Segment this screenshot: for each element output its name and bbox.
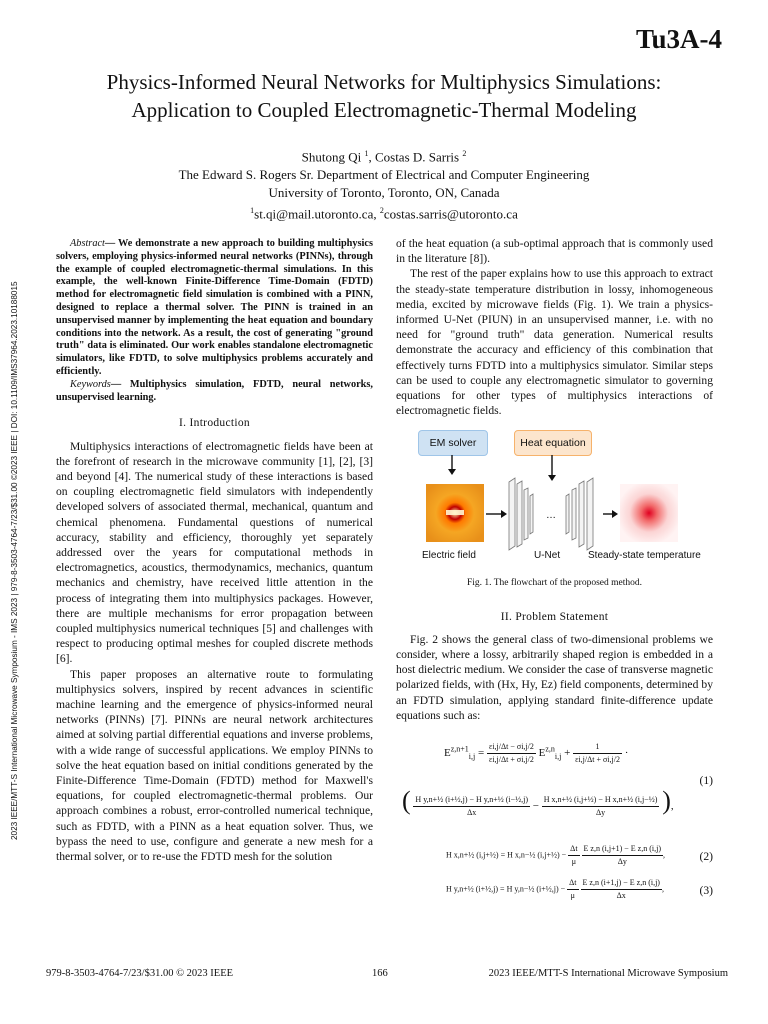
affiliation-1: The Edward S. Rogers Sr. Department of Electrical and Computer Engineering — [178, 167, 590, 183]
equation-1-number: (1) — [699, 774, 713, 788]
footer-isbn: 979-8-3503-4764-7/23/$31.00 © 2023 IEEE — [46, 968, 234, 979]
unet-dots: … — [546, 510, 556, 522]
emails: $^1$st.qi@mail.utoronto.ca, $^2$costas.sarris@utoronto.ca — [250, 206, 518, 222]
temperature-image — [620, 484, 678, 542]
unet-label: U-Net — [534, 550, 561, 562]
equation-1: $E^{z,n+1}_{i,j}$ = $\frac{\varepsilon i,j/\Delta t - \sigma i,j/2}{\varepsilon i,j/\Delta t + \sigma i,j/2}$ E$^{z,n}_{i,j}$ + $\frac{1}{\varepsilon i,j/\Delta t + \sigma i,j/2}$ · (1) ( $\frac{\text{H y,n+½ (i+½,j) − H y,n+½ (i−½,j)}}{\Delta x}$ − $\frac{\text{H x,n+½ (i,j+½) − H x,n+½ (i,j−½)}}{\Delta y}$ ), — [402, 742, 713, 818]
abstract: Abstract— We demonstrate a new approach to building multiphysics solvers, employing physics-informed neural networks (PINNs), through the example of coupled electromagnetic-thermal simulations. In this example, the well-known Finite-Difference Time-Domain (FDTD) method for electromagnetic field simulation is combined with a PINN, designed to replace a thermal solver. The PINN is trained in an unsupervised manner by implementing the heat equation and boundary conditions into the network. As a result, the cost of generating "ground truth" data is eliminated. Our work enables standalone electromagnetic simulators, like FDTD, to solve multiphysics problems accurately and efficiently. Keywords— Multiphysics simulation, FDTD, neural networks, unsupervised learning. — [56, 238, 373, 403]
section-1-title: I. Introduction — [179, 417, 250, 430]
problem-paragraph-1: Fig. 2 shows the general class of two-dimensional problems we consider, where a lossy, arbitrarily shaped region is embedded in a host dielectric medium. We consider the case of transverse magnetic polarized fields, with (Hx, Hy, Ez) field components, determined by an FDTD simulation, applying standard finite-difference update equations such as: — [396, 632, 713, 722]
section-2-title: II. Problem Statement — [500, 610, 609, 623]
right-column — [396, 236, 713, 909]
paper-title — [0, 68, 768, 124]
page-number: 166 — [372, 968, 388, 979]
equation-2: H x,n+½ (i,j+½) = H x,n−½ (i,j+½) − $\frac{\Delta t}{\mu}$ $\frac{\text{E z,n (i,j+1) − E z,n (i,j)}}{\Delta y}$ , (2) — [446, 844, 713, 867]
side-doi-text: 2023 IEEE/MTT-S International Microwave Symposium - IMS 2023 | 979-8-3503-4764-7/23/$31.00 ©2023 IEEE | DOI: 10.1109/IMS37964.2023.10188015 — [10, 281, 19, 840]
left-column — [56, 238, 373, 864]
affiliation-2: University of Toronto, Toronto, ON, Canada — [268, 185, 500, 201]
right-paragraph-2: The rest of the paper explains how to use this approach to extract the steady-state temperature distribution in lossy, inhomogeneous media, excited by microwave fields (Fig. 1). We train a physics-informed U-Net (PIUN) in an unsupervised manner, i.e. with no need for "ground truth" data generation. Numerical results demonstrate the accuracy and efficiency of this combination that effectively turns FDTD into a multiphysics simulator. Similar steps can be used to couple any electromagnetic simulator to governing equations for other types of multiphysics interactions of electromagnetic fields. — [396, 267, 713, 418]
equation-3: H y,n+½ (i+½,j) = H y,n−½ (i+½,j) − $\frac{\Delta t}{\mu}$ $\frac{\text{E z,n (i+1,j) − E z,n (i,j)}}{\Delta x}$ , (3) — [446, 878, 713, 901]
electric-field-label: Electric field — [422, 550, 476, 562]
email-2: costas.sarris@utoronto.ca — [383, 206, 518, 222]
right-paragraph-1: of the heat equation (a sub-optimal approach that is commonly used in the literature [8]). — [396, 237, 713, 266]
heat-equation-box: Heat equation — [514, 430, 592, 456]
author-block — [0, 145, 768, 224]
email-1: st.qi@mail.utoronto.ca, — [254, 206, 380, 222]
intro-paragraph-2: This paper proposes an alternative route to formulating multiphysics solvers, inspired by recent advances in scientific machine learning and the emergence of physics-informed neural networks (PINNs) [7]. PINNs are neural network architectures aimed at solving partial differential equations and inverse problems, with a wide range of successful applications. We employ PINNs to solve the heat equation based on initial conditions generated by the Finite-Difference Time-Domain (FDTD) method for Maxwell's equations, for coupled electromagnetic-thermal problems. Our approach combines a robust, error-controlled numerical technique, such as FDTD, with a PINN as a heat equation solver. Thus, we bypass the need to use, configure and generate a new mesh for a thermal solver, or to re-use the FDTD mesh for the solution — [56, 667, 373, 864]
equation-2-number: (2) — [699, 850, 713, 864]
footer-conference: 2023 IEEE/MTT-S International Microwave Symposium — [488, 968, 728, 979]
paper-id: Tu3A-4 — [635, 24, 722, 54]
figure-1-caption: Fig. 1. The flowchart of the proposed method. — [466, 578, 642, 589]
figure-1 — [396, 426, 713, 570]
em-solver-box: EM solver — [418, 430, 488, 456]
equation-3-number: (3) — [699, 884, 713, 898]
title-line-2: Application to Coupled Electromagnetic-Thermal Modeling — [131, 98, 637, 122]
author-1: Shutong Qi — [301, 149, 362, 165]
temperature-label: Steady-state temperature — [588, 550, 701, 562]
authors: Shutong Qi $^1$, Costas D. Sarris $^2$ — [301, 149, 467, 165]
title-line-1: Physics-Informed Neural Networks for Multiphysics Simulations: — [106, 70, 662, 94]
intro-paragraph-1: Multiphysics interactions of electromagnetic fields have been at the forefront of research in the microwave community [1], [2], [3] and beyond [4]. The numerical study of these interactions is based on coupling electromagnetic field simulators with independently developed solvers of associated thermal, mechanical, quantum and chemical phenomena. Fundamental questions of numerical accuracy, stability and efficiency, thoroughly yet separately addressed over the years for computational methods in electromagnetics, acoustics, thermodynamics, mechanics, quantum mechanics and chemistry, have received little attention in the process of integrating them into multiphysics packages. However, there are multiple mechanisms for error propagation between coupled multiphysics numerical techniques [5] and challenges with respect to producing optimal meshes for coupled discrete methods [6]. — [56, 439, 373, 666]
